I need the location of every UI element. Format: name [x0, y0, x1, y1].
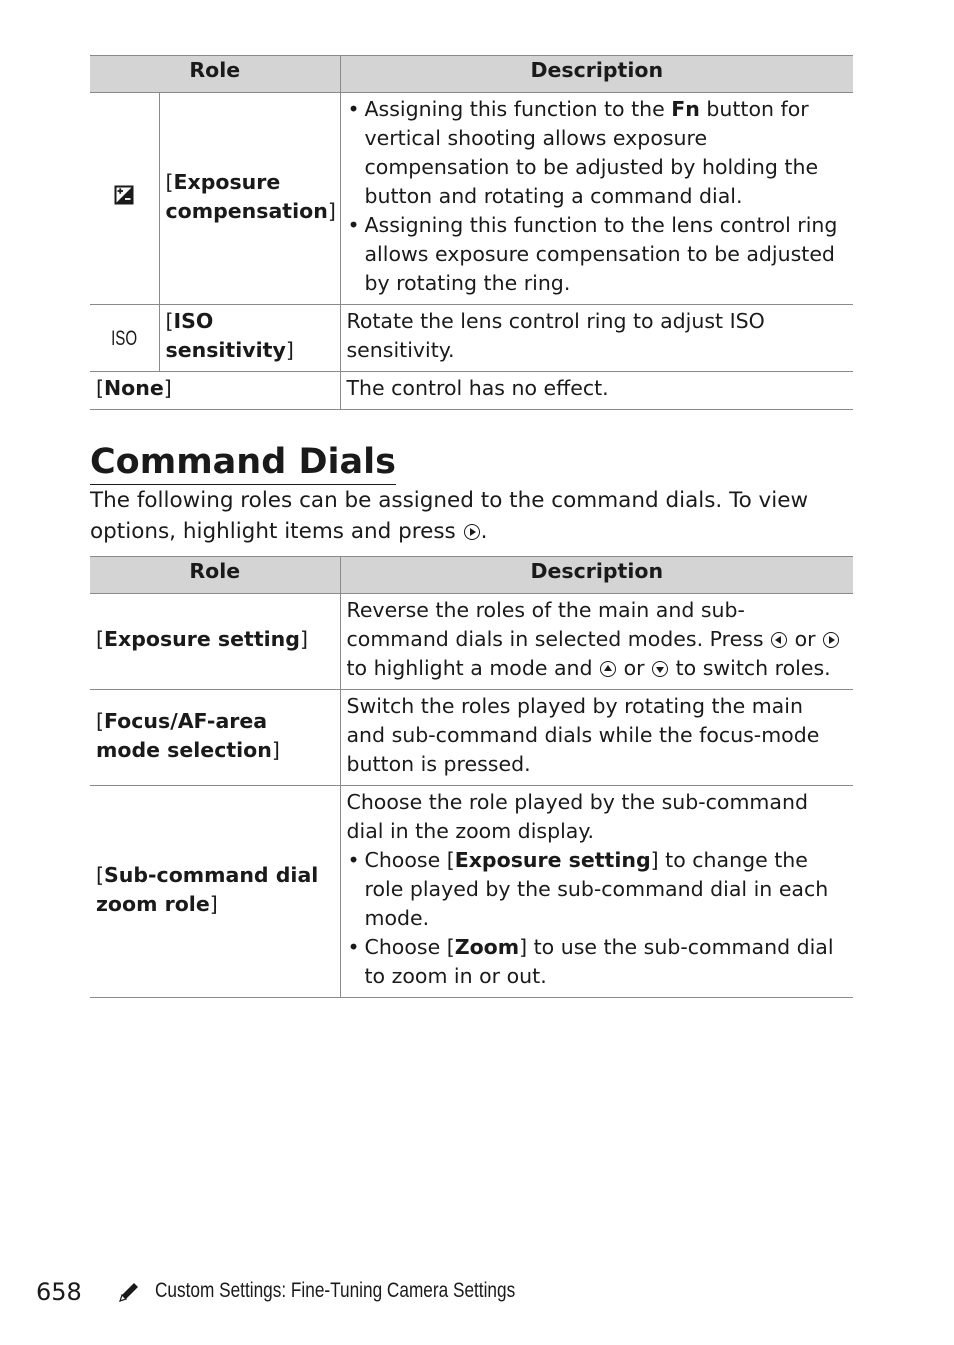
- multi-selector-up-icon: [600, 661, 616, 677]
- role-header: Role: [90, 56, 340, 93]
- role-cell: [Focus/AF-area mode selection]: [90, 690, 340, 786]
- pencil-icon: [118, 1281, 140, 1303]
- option-name: Exposure setting: [454, 848, 651, 872]
- bullet-text: Choose [: [364, 848, 455, 872]
- exposure-compensation-icon: [114, 185, 134, 205]
- role-header: Role: [90, 557, 340, 594]
- role-name: Exposure setting: [104, 627, 300, 651]
- role-name: None: [104, 376, 164, 400]
- table-header-row: [90, 557, 853, 594]
- description-text: to highlight a mode and: [346, 656, 600, 680]
- description-text: to switch roles.: [669, 656, 831, 680]
- bullet-item: [347, 846, 848, 933]
- role-name: ISO sensitivity: [165, 309, 286, 362]
- bullet-text: ] to use the sub-command dial to zoom in or out.: [364, 935, 834, 988]
- bullet-text: Assigning this function to the lens control ring allows exposure compensation to be adjusted by rotating the ring.: [364, 213, 838, 295]
- footer-section-title: Custom Settings: Fine-Tuning Camera Settings: [155, 1279, 516, 1302]
- description-cell: [340, 594, 853, 690]
- table-header-row: [90, 56, 853, 93]
- multi-selector-right-icon: [823, 632, 839, 648]
- command-dial-role-table: [90, 556, 853, 998]
- multi-selector-left-icon: [771, 632, 787, 648]
- role-name: Sub-command dial zoom role: [96, 862, 319, 916]
- intro-paragraph: [90, 485, 860, 547]
- table-row: [90, 372, 853, 410]
- description-lead: Choose the role played by the sub-command dial in the zoom display.: [346, 790, 808, 843]
- bullet-item: [347, 933, 848, 991]
- table-row: [90, 305, 853, 372]
- page-number: 658: [36, 1278, 82, 1306]
- option-name: Zoom: [454, 935, 520, 959]
- table-row: [90, 690, 853, 786]
- bullet-text: Choose [: [364, 935, 455, 959]
- description-cell: The control has no effect.: [340, 372, 853, 410]
- table-row: [90, 93, 853, 305]
- table-row: [90, 786, 853, 998]
- role-name: Exposure compensation: [165, 169, 328, 223]
- iso-icon-cell: [90, 305, 159, 372]
- description-text: or: [617, 656, 652, 680]
- role-cell: [Exposure compensation]: [159, 93, 340, 305]
- description-cell: [340, 786, 853, 998]
- description-cell: [340, 93, 853, 305]
- description-header: Description: [340, 557, 853, 594]
- intro-end: .: [480, 519, 488, 544]
- bullet-text: ] to change the role played by the sub-command dial in each mode.: [364, 848, 829, 930]
- description-header: Description: [340, 56, 853, 93]
- function-role-table: [90, 55, 853, 410]
- role-cell: [None]: [90, 372, 340, 410]
- multi-selector-right-icon: [464, 524, 480, 540]
- role-cell: [Sub-command dial zoom role]: [90, 786, 340, 998]
- bullet-item: [347, 211, 848, 298]
- description-text: or: [788, 627, 823, 651]
- role-name: Focus/AF-area mode selection: [96, 708, 272, 762]
- table-row: [90, 594, 853, 690]
- description-cell: Switch the roles played by rotating the main and sub-command dials while the focus-mode button is pressed.: [340, 690, 853, 786]
- multi-selector-down-icon: [652, 661, 668, 677]
- bullet-text: Assigning this function to the: [364, 97, 672, 121]
- description-cell: Rotate the lens control ring to adjust ISO sensitivity.: [340, 305, 853, 372]
- section-heading: Command Dials: [90, 440, 396, 485]
- exposure-compensation-icon-cell: [90, 93, 159, 305]
- fn-button-label: Fn: [671, 97, 700, 121]
- bullet-item: [347, 95, 848, 211]
- role-cell: [ISO sensitivity]: [159, 305, 340, 372]
- description-text: Reverse the roles of the main and sub-command dials in selected modes. Press: [346, 598, 771, 651]
- iso-icon: ISO: [111, 326, 138, 350]
- role-cell: [Exposure setting]: [90, 594, 340, 690]
- bullet-text: button for vertical shooting allows exposure compensation to be adjusted by holding the button and rotating a command dial.: [364, 97, 819, 208]
- intro-text: The following roles can be assigned to the command dials. To view options, highlight items and press: [90, 488, 809, 544]
